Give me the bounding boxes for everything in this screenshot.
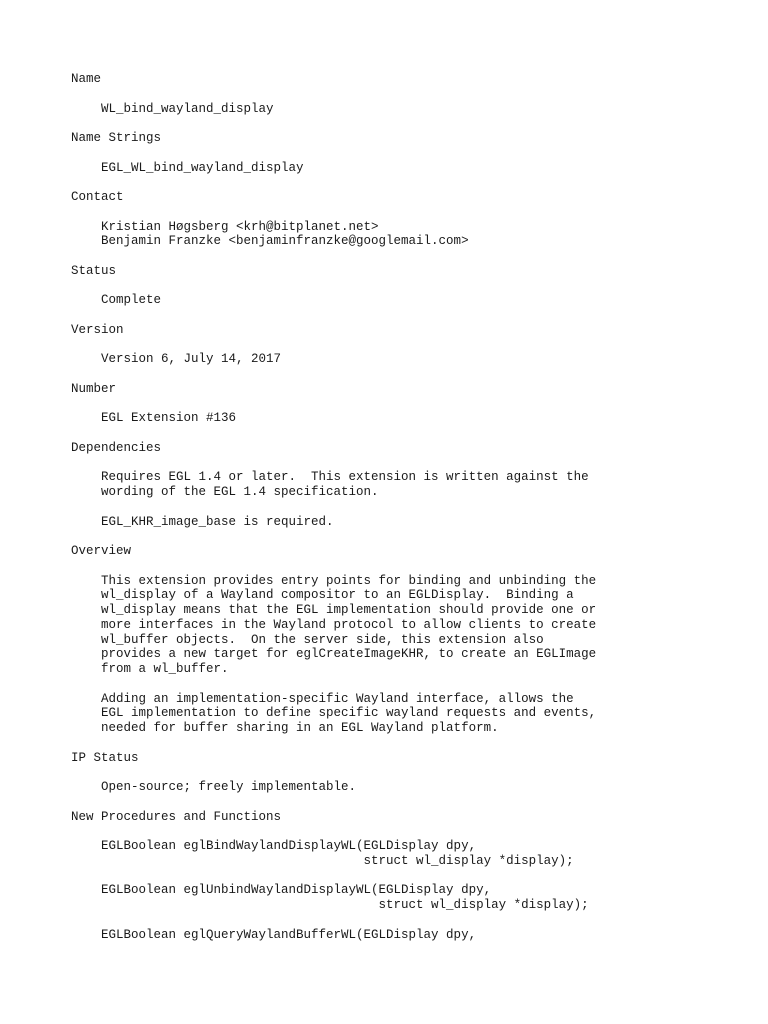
section-heading: IP Status xyxy=(71,750,139,765)
section-body-line: wl_display of a Wayland compositor to an EGLDisplay. Binding a xyxy=(71,588,574,603)
blank-line xyxy=(71,249,596,264)
section-body-line: EGL implementation to define specific wayland requests and events, xyxy=(71,706,597,721)
section-body-line: Open-source; freely implementable. xyxy=(71,780,357,794)
blank-line xyxy=(71,308,596,323)
blank-line xyxy=(71,869,596,884)
blank-line xyxy=(71,426,596,441)
section-heading: Number xyxy=(71,381,117,396)
section-body-line: EGLBoolean eglBindWaylandDisplayWL(EGLDisplay dpy, xyxy=(71,839,477,853)
section-body-line: EGLBoolean eglQueryWaylandBufferWL(EGLDisplay dpy, xyxy=(71,927,477,942)
section-body-line: struct wl_display *display); xyxy=(71,898,589,912)
section-body-line: Adding an implementation-specific Wayland interface, allows the xyxy=(71,691,574,706)
section-heading: Status xyxy=(71,263,117,278)
section-body-line: Requires EGL 1.4 or later. This extension is written against the xyxy=(71,470,589,485)
section-body-line: EGL_WL_bind_wayland_display xyxy=(71,160,304,175)
section-body-line: EGLBoolean eglUnbindWaylandDisplayWL(EGLDisplay dpy, xyxy=(71,883,492,898)
section-body-line: WL_bind_wayland_display xyxy=(71,101,274,116)
blank-line xyxy=(71,279,596,294)
blank-line xyxy=(71,795,596,810)
section-body-line: EGL_KHR_image_base is required. xyxy=(71,514,334,529)
section-body-line: wl_buffer objects. On the server side, this extension also xyxy=(71,632,544,647)
section-heading: Name xyxy=(71,72,102,86)
blank-line xyxy=(71,116,596,131)
section-body-line: needed for buffer sharing in an EGL Wayland platform. xyxy=(71,721,499,735)
section-body-line: EGL Extension #136 xyxy=(71,411,237,426)
section-heading: Contact xyxy=(71,190,124,204)
blank-line xyxy=(71,529,596,544)
blank-line xyxy=(71,87,596,102)
section-body-line: wording of the EGL 1.4 specification. xyxy=(71,485,379,499)
blank-line xyxy=(71,456,596,471)
blank-line xyxy=(71,397,596,412)
section-heading: Name Strings xyxy=(71,131,162,145)
blank-line xyxy=(71,559,596,574)
section-heading: Version xyxy=(71,322,124,337)
blank-line xyxy=(71,913,596,928)
section-heading: Dependencies xyxy=(71,440,162,455)
section-body-line: Benjamin Franzke <benjaminfranzke@googlemail.com> xyxy=(71,234,469,249)
blank-line xyxy=(71,765,596,780)
extension-spec-document xyxy=(71,72,596,942)
blank-line xyxy=(71,175,596,190)
blank-line xyxy=(71,736,596,751)
blank-line xyxy=(71,677,596,692)
section-heading: New Procedures and Functions xyxy=(71,809,282,824)
section-body-line: wl_display means that the EGL implementation should provide one or xyxy=(71,603,597,617)
blank-line xyxy=(71,146,596,161)
section-heading: Overview xyxy=(71,544,132,558)
blank-line xyxy=(71,500,596,515)
section-body-line: from a wl_buffer. xyxy=(71,662,229,676)
blank-line xyxy=(71,367,596,382)
section-body-line: Complete xyxy=(71,293,162,308)
section-body-line: This extension provides entry points for binding and unbinding the xyxy=(71,573,597,588)
section-body-line: provides a new target for eglCreateImageKHR, to create an EGLImage xyxy=(71,647,597,662)
section-body-line: Version 6, July 14, 2017 xyxy=(71,352,282,367)
section-body-line: struct wl_display *display); xyxy=(71,853,574,868)
section-body-line: more interfaces in the Wayland protocol to allow clients to create xyxy=(71,617,597,632)
section-body-line: Kristian Høgsberg <krh@bitplanet.net> xyxy=(71,219,379,234)
blank-line xyxy=(71,205,596,220)
blank-line xyxy=(71,824,596,839)
blank-line xyxy=(71,338,596,353)
